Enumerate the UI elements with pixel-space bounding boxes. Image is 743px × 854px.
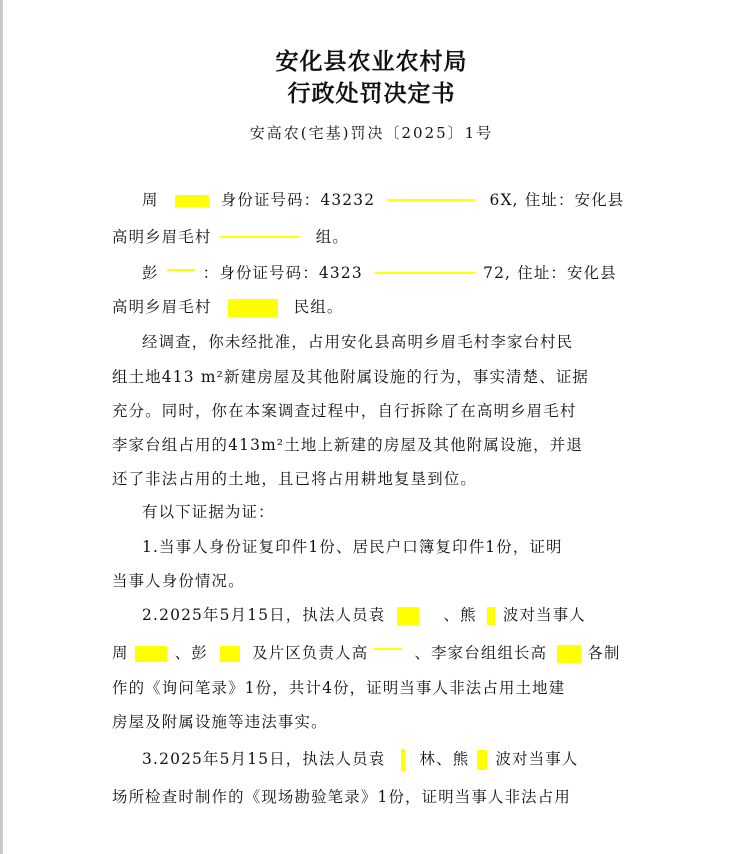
evidence2-text: 及片区负责人高: [252, 644, 369, 662]
evidence3-line: 场所检查时制作的《现场勘验笔录》1份，证明当事人非法占用: [112, 788, 571, 806]
party2-line1: [142, 263, 617, 283]
evidence2-line1: [142, 605, 586, 625]
party2-id-tail: 72,: [483, 264, 512, 282]
redaction-mark: [477, 750, 487, 770]
party1-village: 高明乡眉毛村: [112, 228, 212, 246]
redaction-mark: [135, 646, 167, 662]
evidence3-text: 林、熊: [419, 750, 470, 768]
evidence3-text: 波对当事人: [495, 750, 579, 768]
redaction-mark: [220, 646, 240, 662]
redaction-mark: [401, 749, 405, 771]
document-title-agency: 安化县农业农村局: [275, 49, 468, 75]
redaction-underline: [220, 236, 300, 238]
party1-group: 组。: [315, 228, 349, 246]
evidence3-text: 3.2025年5月15日，执法人员袁: [142, 750, 386, 768]
facts-line: 经调查，你未经批准，占用安化县高明乡眉毛村李家台村民: [142, 333, 574, 351]
redaction-mark: [557, 645, 581, 663]
evidence3-line1: [142, 749, 578, 771]
redaction-underline: [374, 648, 402, 650]
party1-line1: [142, 190, 624, 210]
evidence1-line: 1.当事人身份证复印件1份、居民户口簿复印件1份，证明: [142, 538, 563, 556]
party2-village: 高明乡眉毛村: [112, 298, 212, 316]
redaction-mark: [397, 607, 419, 625]
party1-line2: [112, 227, 349, 247]
evidence2-text: 、彭: [174, 644, 208, 662]
evidence2-line: 作的《询问笔录》1份，共计4份，证明当事人非法占用土地建: [112, 679, 566, 697]
facts-line: 充分。同时，你在本案调查过程中，自行拆除了在高明乡眉毛村: [112, 402, 577, 420]
evidence2-line: 房屋及附属设施等违法事实。: [112, 713, 328, 731]
evidence2-line2: [112, 643, 621, 663]
evidence1-line: 当事人身份情况。: [112, 572, 245, 590]
redaction-mark: [487, 607, 495, 625]
party1-id-tail: 6X,: [489, 191, 519, 209]
evidence2-text: 2.2025年5月15日，执法人员袁: [142, 606, 386, 624]
evidence2-text: 波对当事人: [502, 606, 586, 624]
evidence2-text: 周: [112, 644, 129, 662]
facts-line: 李家台组占用的413m²土地上新建的房屋及其他附属设施，并退: [112, 436, 583, 454]
document-title-type: 行政处罚决定书: [287, 81, 456, 107]
party2-address-label: 住址：安化县: [517, 264, 617, 282]
redaction-underline: [375, 272, 475, 274]
party2-id-label: ：身份证号码：4323: [202, 264, 363, 282]
party1-id-label: 身份证号码：43232: [220, 191, 376, 209]
party1-address-label: 住址：安化县: [524, 191, 625, 209]
redaction-mark: [175, 195, 209, 207]
evidence-intro: 有以下证据为证：: [142, 503, 275, 521]
evidence2-text: 、李家台组组长高: [414, 644, 548, 662]
facts-line: 还了非法占用的土地，且已将占用耕地复垦到位。: [112, 470, 477, 488]
evidence2-text: 各制: [587, 644, 621, 662]
facts-line: 组土地413 m²新建房屋及其他附属设施的行为，事实清楚、证据: [112, 368, 589, 386]
redaction-underline: [167, 269, 195, 271]
redaction-mark: [228, 299, 278, 317]
document-number: 安高农(宅基)罚决〔2025〕1号: [249, 124, 494, 142]
evidence2-text: 、熊: [443, 606, 477, 624]
party1-surname: 周: [142, 191, 159, 209]
party2-group: 民组。: [293, 298, 344, 316]
redaction-underline: [387, 199, 475, 201]
party2-surname: 彭: [142, 264, 159, 282]
party2-line2: [112, 297, 344, 317]
